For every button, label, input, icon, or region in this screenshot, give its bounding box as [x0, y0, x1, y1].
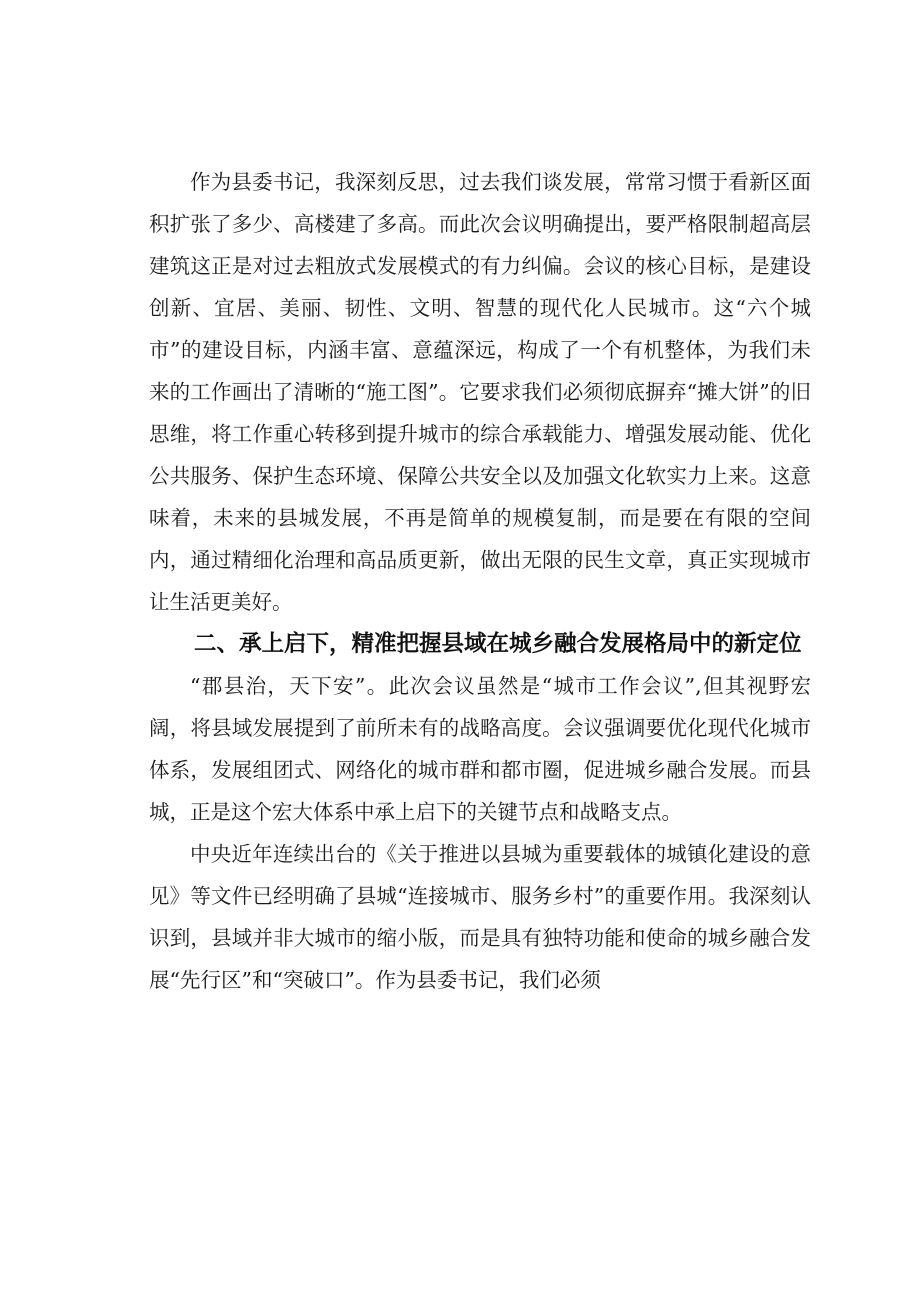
body-paragraph-3: 中央近年连续出台的《关于推进以县城为重要载体的城镇化建设的意见》等文件已经明确了县城“连接城市、服务乡村”的重要作用。我深刻认识到，县域并非大城市的缩小版，而是具有独特功能和使命的城乡融合发展“先行区”和“突破口”。作为县委书记，我们必须: [149, 842, 811, 992]
body-paragraph-1: 作为县委书记，我深刻反思，过去我们谈发展，常常习惯于看新区面积扩张了多少、高楼建了多高。而此次会议明确提出，要严格限制超高层建筑这正是对过去粗放式发展模式的有力纠偏。会议的核心目标，是建设创新、宜居、美丽、韧性、文明、智慧的现代化人民城市。这“六个城市”的建设目标，内涵丰富、意蕴深远，构成了一个有机整体，为我们未来的工作画出了清晰的“施工图”。它要求我们必须彻底摒弃“摊大饼”的旧思维，将工作重心转移到提升城市的综合承载能力、增强发展动能、优化公共服务、保护生态环境、保障公共安全以及加强文化软实力上来。这意味着，未来的县城发展，不再是简单的规模复制，而是要在有限的空间内，通过精细化治理和高品质更新，做出无限的民生文章，真正实现城市让生活更美好。: [149, 170, 811, 614]
body-paragraph-2: “郡县治，天下安”。此次会议虽然是“城市工作会议”,但其视野宏阔，将县域发展提到了前所未有的战略高度。会议强调要优化现代化城市体系，发展组团式、网络化的城市群和都市圈，促进城乡融合发展。而县城，正是这个宏大体系中承上启下的关键节点和战略支点。: [149, 674, 811, 824]
document-body: [149, 161, 811, 1001]
section-heading-2: 二、承上启下，精准把握县域在城乡融合发展格局中的新定位: [194, 631, 802, 657]
